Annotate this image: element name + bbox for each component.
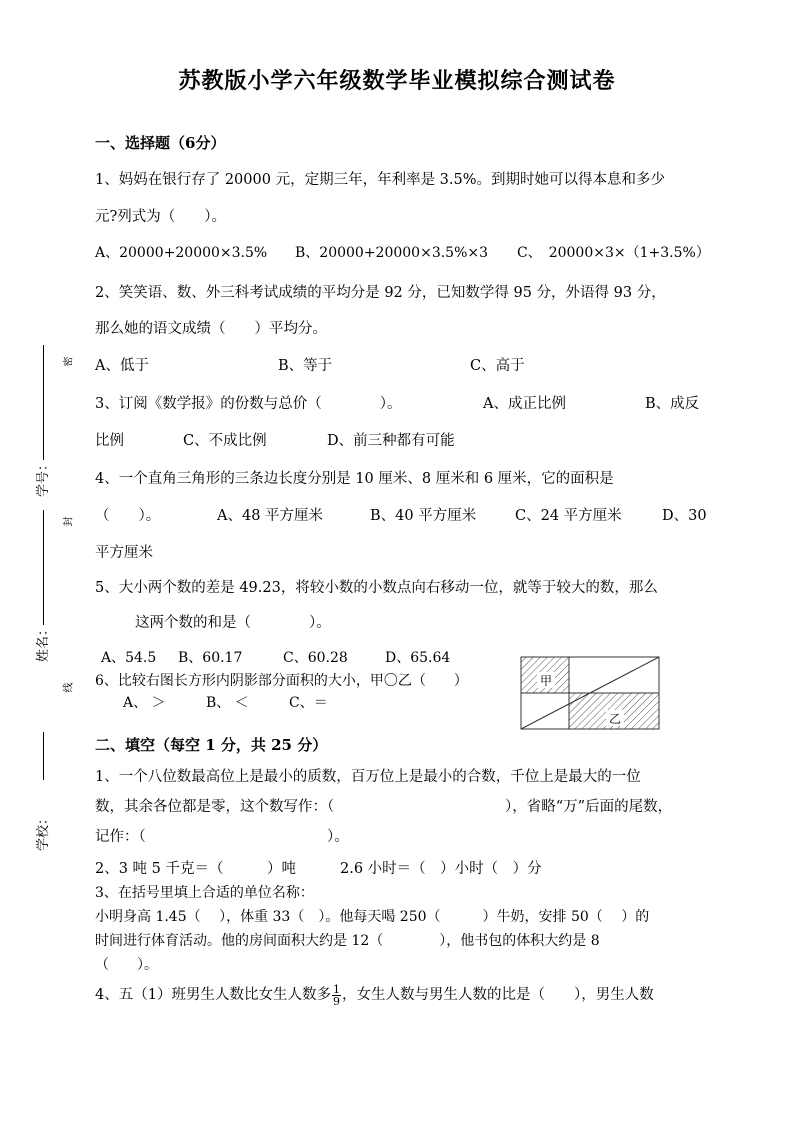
seal-mark: 密	[63, 356, 75, 367]
question-text: （ ）。	[95, 957, 158, 973]
label-yi: 乙	[608, 712, 622, 726]
question-text: 3、在括号里填上合适的单位名称：	[95, 885, 314, 901]
question-text: 2.6 小时＝（ ）小时（ ）分	[340, 861, 542, 877]
section-heading: 一、选择题（6分）	[95, 134, 226, 152]
binding-line-bottom	[43, 732, 44, 780]
question-text: 小明身高 1.45（ ），体重 33（ ）。他每天喝 250（ ）牛奶，安排 50（ ）的	[95, 909, 650, 925]
option-c: C、24 平方厘米	[515, 508, 622, 524]
question-text: 元?列式为（ ）。	[95, 209, 227, 225]
question-text: 1、妈妈在银行存了 20000 元，定期三年，年利率是 3.5%。到期时她可以得本息和多少	[95, 172, 666, 188]
option-a: A、54.5	[101, 650, 157, 666]
school-label: 学校：	[36, 811, 52, 852]
question-text: 4、一个直角三角形的三条边长度分别是 10 厘米、8 厘米和 6 厘米，它的面积是	[95, 471, 614, 487]
question-text: 3、订阅《数学报》的份数与总价（ ）。	[95, 396, 402, 412]
name-label: 姓名：	[36, 622, 52, 663]
option-b: B、成反	[645, 396, 700, 412]
fraction-numerator: 1	[332, 982, 340, 996]
option-d: 平方厘米	[95, 545, 153, 561]
question-text	[95, 983, 654, 1007]
question-text-part: 4、五（1）班男生人数比女生人数多	[95, 987, 331, 1003]
option-c: C、60.28	[283, 650, 348, 666]
option-d: D、前三种都有可能	[327, 433, 455, 449]
option-b: 比例	[95, 433, 124, 449]
option-c: C、高于	[470, 358, 525, 374]
option-d: D、65.64	[385, 650, 451, 666]
question-text: 时间进行体育活动。他的房间面积大约是 12（ ），他书包的体积大约是 8	[95, 933, 600, 949]
seal-mark: 线	[63, 682, 75, 693]
binding-line-top	[43, 345, 44, 460]
question-text: 5、大小两个数的差是 49.23，将较小数的小数点向右移动一位，就等于较大的数，那么	[95, 580, 658, 596]
question-text: 6、比较右图长方形内阴影部分面积的大小，甲〇乙（ ）	[95, 673, 468, 689]
option-b: B、等于	[278, 358, 333, 374]
option-b: B、20000+20000×3.5%×3	[295, 245, 489, 261]
answer-blank: （ ）。	[95, 508, 161, 524]
option-b: B、 ＜	[206, 695, 249, 711]
question-text-part: ，女生人数与男生人数的比是（ ），男生人数	[341, 987, 654, 1003]
student-number-label: 学号：	[36, 457, 52, 498]
option-a: A、 ＞	[123, 695, 166, 711]
option-c: C、不成比例	[183, 433, 267, 449]
section-heading: 二、填空（每空 1 分，共 25 分）	[95, 736, 328, 754]
option-a: A、成正比例	[483, 396, 566, 412]
option-a: A、低于	[95, 358, 149, 374]
option-d: D、30	[662, 508, 707, 524]
fraction	[332, 984, 341, 1007]
option-b: B、60.17	[178, 650, 243, 666]
question-text: 记作：（	[95, 829, 146, 845]
question-text: ）。	[327, 829, 349, 845]
label-jia: 甲	[539, 674, 553, 688]
question-text: 那么她的语文成绩（ ）平均分。	[95, 321, 327, 337]
question-text: 数，其余各位都是零，这个数写作：（	[95, 799, 335, 815]
question-text: 2、笑笑语、数、外三科考试成绩的平均分是 92 分，已知数学得 95 分，外语得 93 分，	[95, 285, 666, 301]
page-title: 苏教版小学六年级数学毕业模拟综合测试卷	[178, 68, 616, 94]
option-a: A、20000+20000×3.5%	[95, 245, 268, 261]
question-text: 2、3 吨 5 千克＝（ ）吨	[95, 861, 297, 877]
option-a: A、48 平方厘米	[217, 508, 324, 524]
question-text: 1、一个八位数最高位上是最小的质数，百万位上是最小的合数，千位上是最大的一位	[95, 769, 641, 785]
option-c: C、 20000×3×（1+3.5%）	[517, 245, 710, 261]
seal-mark: 封	[63, 516, 75, 527]
fraction-denominator: 9	[332, 994, 340, 1008]
option-b: B、40 平方厘米	[370, 508, 477, 524]
rectangle-figure	[520, 656, 662, 732]
option-c: C、＝	[289, 695, 328, 711]
binding-line-middle	[43, 510, 44, 625]
question-text: ），省略“万”后面的尾数，	[505, 799, 673, 815]
question-text: 这两个数的和是（ ）。	[135, 615, 331, 631]
